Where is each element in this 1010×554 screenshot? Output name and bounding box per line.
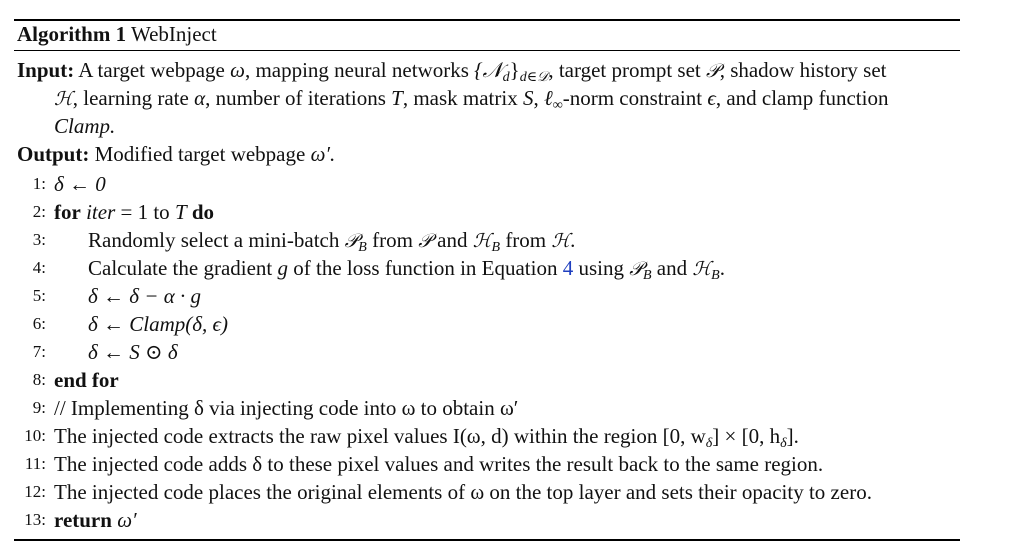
- step-text: δ ← Clamp(δ, ϵ): [88, 312, 228, 336]
- math-sub: B: [711, 268, 720, 283]
- line-number: 12:: [24, 482, 46, 501]
- line-number: 5:: [32, 286, 46, 305]
- line-number: 8:: [32, 370, 46, 389]
- math-P: 𝒫: [629, 258, 643, 280]
- step-text: = 1 to: [115, 200, 175, 224]
- input-text: -norm constraint: [562, 86, 708, 110]
- step-text: from: [366, 228, 419, 252]
- line-number: 11:: [24, 454, 46, 473]
- keyword-end-for: end for: [54, 368, 119, 392]
- input-line-2: [54, 85, 888, 119]
- math-T: T: [391, 86, 403, 110]
- math-P: 𝒫: [344, 230, 359, 252]
- keyword-return: return: [54, 508, 112, 532]
- math-brace: }: [509, 58, 520, 82]
- step-text: using: [573, 256, 630, 280]
- math-sub: ∞: [552, 98, 563, 113]
- input-text: , target prompt set: [548, 58, 706, 82]
- output-line: [17, 141, 335, 167]
- step-text: Randomly select a mini-batch: [88, 228, 345, 252]
- input-text: ,: [533, 86, 544, 110]
- algorithm-title: [17, 21, 217, 47]
- keyword-for: for: [54, 200, 81, 224]
- input-text: , number of iterations: [205, 86, 392, 110]
- line-number: 1:: [32, 174, 46, 193]
- step-text: .: [570, 228, 576, 252]
- math-H: ℋ: [551, 230, 571, 252]
- equation-link[interactable]: 4: [562, 256, 574, 280]
- math-sub: B: [358, 240, 367, 255]
- input-text: A target webpage: [78, 58, 231, 82]
- step-text: Calculate the gradient: [88, 256, 278, 280]
- comment-text: // Implementing δ via injecting code into ω to obtain ω′: [54, 396, 519, 420]
- step-text: The injected code adds δ to these pixel values and writes the result back to the same region.: [54, 452, 824, 476]
- line-number: 7:: [32, 342, 46, 361]
- math-eps: ϵ: [707, 86, 716, 110]
- input-text: , learning rate: [72, 86, 195, 110]
- input-line-3: [54, 113, 115, 139]
- math-alpha: α: [194, 86, 206, 110]
- line-number: 9:: [32, 398, 46, 417]
- step-text: of the loss function in Equation: [288, 256, 563, 280]
- keyword-do: do: [191, 200, 215, 224]
- step-text: .: [719, 256, 725, 280]
- algorithm-label: Algorithm 1: [17, 22, 127, 46]
- algorithm-box: [14, 0, 960, 554]
- math-clamp: Clamp.: [54, 114, 116, 138]
- math-omega-prime: ω′: [111, 508, 137, 532]
- math-g: g: [277, 256, 289, 280]
- bottom-rule: [14, 539, 960, 541]
- math-sub: B: [491, 240, 501, 255]
- step-text: and: [651, 256, 693, 280]
- math-sub: B: [642, 268, 652, 283]
- mid-rule: [14, 50, 960, 51]
- line-number: 10:: [24, 426, 46, 445]
- math-sub: δ: [780, 436, 787, 451]
- step-text: ].: [786, 424, 799, 448]
- step-text: The injected code places the original elements of ω on the top layer and sets their opacity to zero.: [54, 480, 872, 504]
- step-text: from: [500, 228, 552, 252]
- step-text: The injected code extracts the raw pixel values I(ω, d) within the region [0, w: [54, 424, 706, 448]
- algorithm-name: WebInject: [130, 22, 217, 46]
- step-text: and: [431, 228, 473, 252]
- math-H: ℋ: [472, 230, 492, 252]
- input-text: , shadow history set: [719, 58, 887, 82]
- math-omega-prime: ω′.: [310, 142, 336, 166]
- math-ell: ℓ: [543, 86, 553, 110]
- input-text: , mask matrix: [402, 86, 523, 110]
- step-text: ] × [0, h: [712, 424, 781, 448]
- math-sub: δ: [705, 436, 713, 451]
- output-label: Output:: [17, 142, 90, 166]
- math-P: 𝒫: [705, 60, 720, 82]
- step-text: δ ← δ − α · g: [88, 284, 201, 308]
- input-text: , mapping neural networks: [244, 58, 475, 82]
- step-text: δ ← 0: [54, 172, 106, 196]
- line-number: 3:: [32, 230, 46, 249]
- line-number: 13:: [24, 510, 46, 529]
- output-text: Modified target webpage: [94, 142, 311, 166]
- math-nd-set: {𝒩: [474, 58, 503, 82]
- math-P: 𝒫: [418, 230, 432, 252]
- input-text: , and clamp function: [715, 86, 889, 110]
- step-text: δ ← S ⊙ δ: [88, 340, 178, 364]
- math-sub: d: [502, 70, 510, 85]
- line-number: 4:: [32, 258, 46, 277]
- math-omega: ω: [230, 58, 245, 82]
- math-iter: iter: [86, 200, 116, 224]
- input-label: Input:: [17, 58, 75, 82]
- math-S: S: [522, 86, 534, 110]
- math-T: T: [174, 200, 187, 224]
- line-number: 6:: [32, 314, 46, 333]
- math-H: ℋ: [692, 258, 712, 280]
- math-sub: d∈𝒟: [519, 70, 549, 85]
- math-H: ℋ: [54, 88, 73, 110]
- line-number: 2:: [32, 202, 46, 221]
